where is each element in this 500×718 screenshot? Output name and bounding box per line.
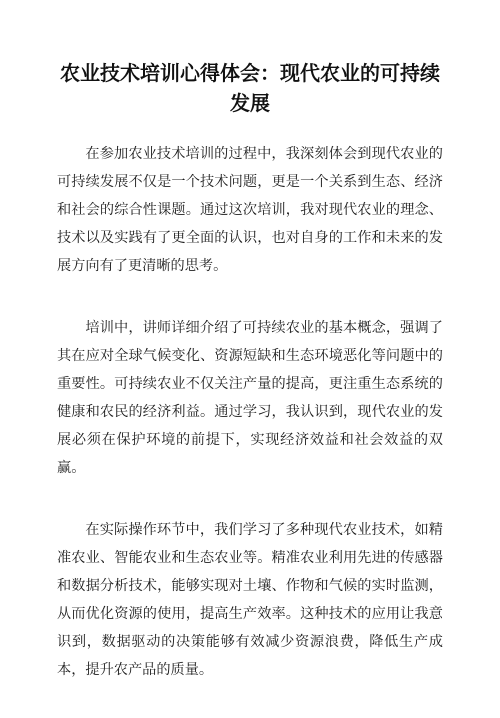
document-title: 农业技术培训心得体会：现代农业的可持续发展 <box>60 61 440 115</box>
document-body <box>57 140 443 718</box>
paragraph-3: 在实际操作环节中，我们学习了多种现代农业技术，如精准农业、智能农业和生态农业等。精准农业利用先进的传感器和数据分析技术，能够实现对土壤、作物和气候的实时监测，从而优化资源的使用，提高生产效率。这种技术的应用让我意识到，数据驱动的决策能够有效减少资源浪费，降低生产成本，提升农产品的质量。 <box>57 522 443 678</box>
paragraph-2: 培训中，讲师详细介绍了可持续农业的基本概念，强调了其在应对全球气候变化、资源短缺和生态环境恶化等问题中的重要性。可持续农业不仅关注产量的提高，更注重生态系统的健康和农民的经济利益。通过学习，我认识到，现代农业的发展必须在保护环境的前提下，实现经济效益和社会效益的双赢。 <box>57 320 443 476</box>
paragraph-1: 在参加农业技术培训的过程中，我深刻体会到现代农业的可持续发展不仅是一个技术问题，更是一个关系到生态、经济和社会的综合性课题。通过这次培训，我对现代农业的理念、技术以及实践有了更全面的认识，也对自身的工作和未来的发展方向有了更清晰的思考。 <box>57 146 443 274</box>
